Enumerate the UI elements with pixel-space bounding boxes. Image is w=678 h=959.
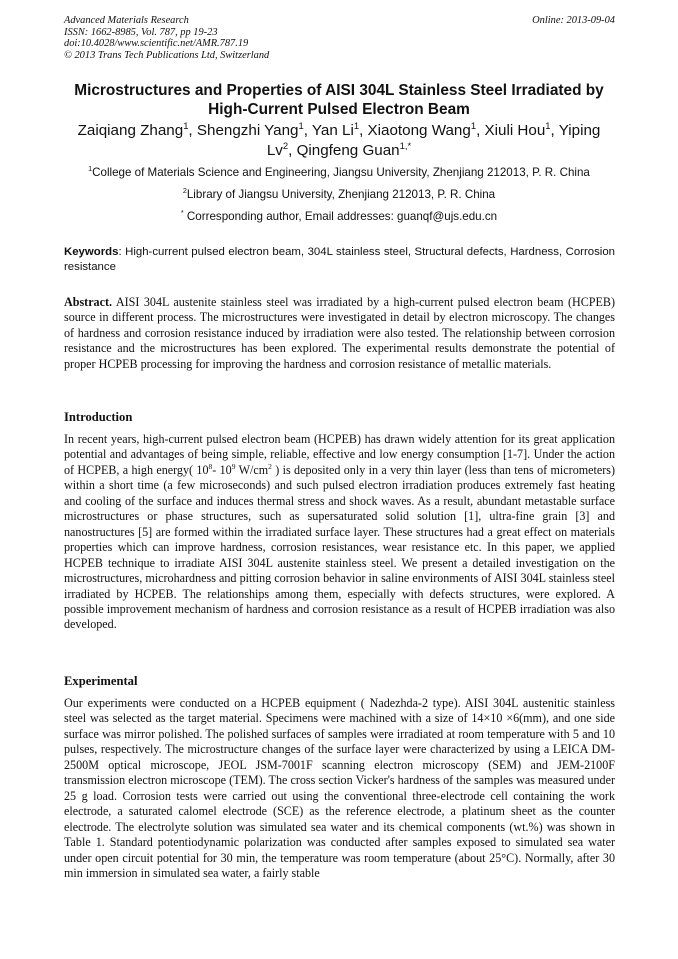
intro-text: W/cm [235,462,269,477]
author-list: Zaiqiang Zhang$^1$, Shengzhi Yang$^1$, Yan Li$^1$, Xiaotong Wang$^1$, Xiuli Hou$^1$, Yiping Lv$^2$, Qingfeng Guan$^{1,*}$ [77,119,601,159]
author-affil-sup: 1 [353,119,360,131]
author-name: Shengzhi Yang [196,122,299,139]
author-name: Qingfeng Guan [296,142,400,159]
author-affil-sup: 2 [282,139,289,151]
abstract-label: Abstract. [64,295,113,309]
keywords-label: Keywords [64,246,119,258]
paper-title: Microstructures and Properties of AISI 304L Stainless Steel Irradiated by High-Current Pulsed Electron Beam [74,82,604,118]
affiliation [50,188,628,202]
doi: doi:10.4028/www.scientific.net/AMR.787.19 [64,38,249,50]
author-affil-sup: 1 [470,119,477,131]
author-affil-sup: 1 [545,119,551,131]
keywords [64,245,615,274]
author-name: Xiaotong Wang [367,122,471,139]
affiliation-sup: 1 [88,164,93,174]
journal-header [64,15,615,61]
intro-exponent: 8 [208,461,213,471]
introduction-heading: Introduction [64,410,133,424]
affiliation-text: College of Materials Science and Engineering, Jiangsu University, Zhenjiang 212013, P. R. China [92,166,590,179]
abstract-text: AISI 304L austenite stainless steel was irradiated by a high-current pulsed electron beam (HCPEB) source in different process. The microstructures were investigated in detail by electron microscopy. The changes of hardness and corrosion resistance induced by irradiation were also tested. The relationship between corrosion resistance and the microstructures has been explored. The experimental results demonstrate the potential of proper HCPEB processing for improving the hardness and corrosion resistance of metallic materials. [64,295,615,371]
abstract [64,295,615,372]
intro-text: In recent years, high-current pulsed electron beam (HCPEB) has drawn widely attention for its great application potential and advantages of being simple, reliable, effective and low energy consumption [1-7]. Under the action of HCPEB, a high energy( 10 [64,432,615,477]
intro-text: - 10 [212,462,232,477]
corresponding-author [50,210,628,224]
author-name: Yan Li [311,122,354,139]
issn: ISSN: 1662-8985, Vol. 787, pp 19-23 [64,26,218,38]
author-affil-sup: 1,* [399,139,412,151]
introduction-paragraph [64,432,615,633]
author-name: Xiuli Hou [484,122,546,139]
journal-name: Advanced Materials Research [64,15,189,26]
author-affil-sup: 1 [298,119,304,131]
author-name: Yiping Lv [266,122,601,159]
affiliation-sup: * [180,208,184,218]
intro-exponent: 2 [268,461,272,471]
author-affil-sup: 1 [183,119,189,131]
affiliation-sup: 2 [182,186,187,196]
copyright: © 2013 Trans Tech Publications Ltd, Switzerland [64,49,270,61]
affiliation [50,166,628,180]
author-name: Zaiqiang Zhang [77,122,184,139]
intro-text: ) is deposited only in a very thin layer (less than tens of micrometers) within a short time (a few microseconds) and such pulsed electron irradiation produces extremely fast heating and cooling of the surface and induces thermal stress and shock waves. As a result, abundant metastable surface microstructures or phase structures, such as supersaturated solid solution [1], ultra-fine grain [3] and nanostructures [5] are formed within the irradiated surface layer. These structures had a great effect on materials properties which can improve hardness, corrosion resistances, wear resistance etc. In this paper, we applied HCPEB technique to irradiate AISI 304L austenite stainless steel. We present a detailed investigation on the microstructures, microhardness and pitting corrosion behavior in saline environments of AISI 304L stainless steel irradiated by HCPEB. The relationships among them, especially with defects structures, were explored. A possible improvement mechanism of hardness and corrosion resistance as a result of HCPEB irradiation was also developed. [64,462,615,632]
experimental-heading: Experimental [64,674,138,688]
affiliation-text: Corresponding author, Email addresses: guanqf@ujs.edu.cn [183,210,498,223]
experimental-paragraph: Our experiments were conducted on a HCPEB equipment ( Nadezhda-2 type). AISI 304L austenitic stainless steel was selected as the target material. Specimens were machined with a size of 14×10 ×6(mm), and one side surface was mirror polished. The polished surfaces of samples were irradiated at room temperature with 5 and 10 pulses, respectively. The microstructure changes of the surface layer were characterized by using a LEICA DM-2500M optical microscope, JEOL JSM-7001F scanning electron microscopy (SEM) and JEM-2100F transmission electron microscope (TEM). The cross section Vicker's hardness of the samples was measured under 25 g load. Corrosion tests were carried out using the conventional three-electrode cell containing the work electrode, a saturated calomel electrode (SCE) as the reference electrode, a platinum sheet as the counter electrode. The electrolyte solution was simulated sea water and its chemical components (wt.%) was shown in Table 1. Standard potentiodynamic polarization was conducted after samples exposed to simulated sea water under open circuit potential for 30 min, the temperature was room temperature (about 25°C). Normally, after 30 min immersion in simulated sea water, a fairly stable [64,696,615,880]
affiliation-text: Library of Jiangsu University, Zhenjiang 212013, P. R. China [186,188,496,201]
intro-exponent: 9 [231,461,236,471]
keywords-text: : High-current pulsed electron beam, 304L stainless steel, Structural defects, Hardness, Corrosion resistance [64,246,615,273]
online-date: Online: 2013-09-04 [532,15,615,26]
